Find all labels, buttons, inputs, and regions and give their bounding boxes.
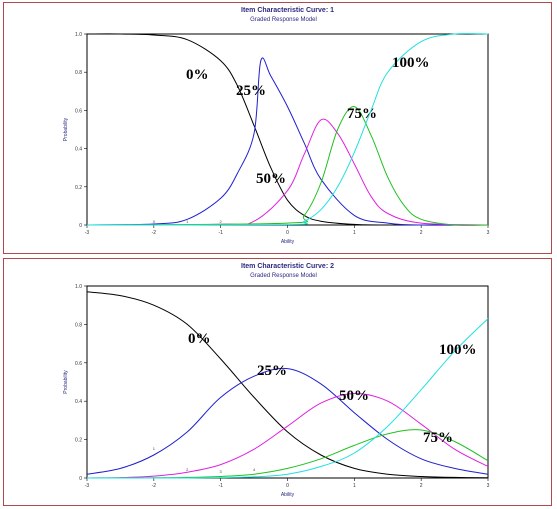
- curve-label-4: 100%: [392, 55, 430, 71]
- y-axis-label: Probability: [63, 117, 69, 142]
- x-tick-label: 0: [286, 483, 289, 489]
- curve-2: [87, 119, 488, 225]
- y-tick-label: 0.6: [75, 360, 82, 367]
- y-tick-label: 0.8: [75, 70, 82, 77]
- curve-label-0: 0%: [186, 67, 209, 83]
- curve-3: [87, 107, 488, 226]
- chart-subtitle: Graded Response Model: [250, 17, 317, 23]
- x-tick-label: 2: [419, 230, 423, 236]
- x-tick-label: 1: [352, 230, 356, 236]
- curve-label-3: 75%: [423, 430, 453, 446]
- curve-label-1: 25%: [236, 83, 266, 99]
- x-tick-label: 2: [419, 483, 423, 489]
- x-tick-label: -2: [151, 230, 157, 236]
- curve-marker: 0: [152, 219, 155, 225]
- curve-label-4: 100%: [439, 342, 477, 358]
- curve-marker: 2: [186, 467, 189, 473]
- chart-subtitle: Graded Response Model: [250, 273, 317, 279]
- curve-marker: 1: [152, 446, 155, 452]
- y-axis-label: Probability: [63, 370, 69, 394]
- curve-label-3: 75%: [347, 106, 377, 122]
- y-tick-label: 0.4: [75, 146, 82, 153]
- y-tick-label: 0.8: [75, 322, 82, 329]
- curve-1: [87, 368, 488, 474]
- y-tick-label: 0.4: [75, 399, 82, 406]
- x-axis-label: Ability: [280, 239, 295, 245]
- x-tick-label: 3: [486, 230, 490, 236]
- y-tick-label: 1.0: [75, 284, 82, 290]
- chart-panel-2: [3, 258, 552, 506]
- chart-panel-1: [3, 2, 552, 254]
- y-tick-label: 1.0: [75, 32, 82, 38]
- chart-title: Item Characteristic Curve: 2: [241, 263, 334, 270]
- x-tick-label: -3: [84, 483, 90, 489]
- x-tick-label: -1: [218, 483, 223, 489]
- x-tick-label: -2: [151, 483, 157, 489]
- y-tick-label: 0: [79, 223, 82, 229]
- x-tick-label: 0: [286, 230, 289, 236]
- icc-chart-1: [4, 3, 551, 253]
- y-tick-label: 0.6: [75, 108, 82, 115]
- x-tick-label: -1: [218, 230, 223, 236]
- curve-marker: 4: [252, 467, 256, 473]
- x-axis-label: Ability: [280, 492, 295, 498]
- curve-label-2: 50%: [256, 171, 286, 187]
- curve-label-1: 25%: [257, 363, 287, 379]
- y-tick-label: 0.2: [75, 437, 82, 444]
- curve-marker: 2: [219, 219, 222, 225]
- curve-0: [87, 292, 488, 478]
- x-tick-label: -3: [84, 230, 90, 236]
- y-tick-label: 0.2: [75, 184, 82, 191]
- curve-label-0: 0%: [188, 331, 211, 347]
- chart-title: Item Characteristic Curve: 1: [241, 7, 334, 14]
- x-tick-label: 3: [486, 483, 490, 489]
- curve-label-2: 50%: [339, 388, 369, 404]
- curve-marker: 3: [219, 469, 222, 475]
- curve-marker: 1: [186, 219, 189, 225]
- curve-4: [87, 319, 488, 478]
- y-tick-label: 0: [79, 476, 82, 482]
- icc-chart-2: [4, 259, 551, 505]
- x-tick-label: 1: [352, 483, 356, 489]
